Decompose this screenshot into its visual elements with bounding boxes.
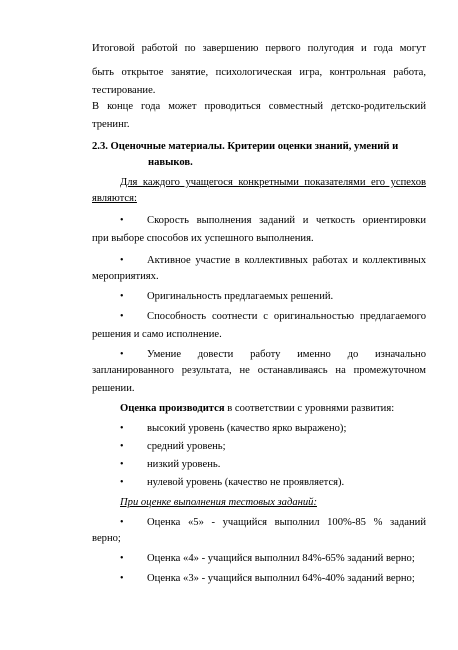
bullet-icon: •: [120, 423, 124, 434]
indicator-1-line-2: при выборе способов их успешного выполнения.: [92, 233, 314, 244]
tests-lead: При оценке выполнения тестовых заданий:: [120, 497, 318, 508]
bullet-icon: •: [120, 311, 124, 322]
test-grade-5-line-2: верно;: [92, 533, 121, 544]
levels-lead-bold: Оценка производится: [120, 403, 225, 414]
indicator-3-line-1: Оригинальность предлагаемых решений.: [147, 291, 334, 302]
levels-lead: [120, 402, 394, 415]
level-1: высокий уровень (качество ярко выражено);: [147, 423, 347, 434]
bullet-icon: •: [120, 441, 124, 452]
bullet-icon: •: [120, 553, 124, 564]
indicator-2-line-2: мероприятиях.: [92, 271, 159, 282]
levels-lead-rest: в соответствии с уровнями развития:: [224, 403, 395, 414]
test-grade-3: Оценка «3» - учащийся выполнил 64%-40% заданий верно;: [147, 573, 415, 584]
indicator-5-line-3: решении.: [92, 383, 135, 394]
indicator-1-line-1: Скорость выполнения заданий и четкость ориентировки: [147, 215, 426, 226]
bullet-icon: •: [120, 573, 124, 584]
indicator-2-line-1: Активное участие в коллективных работах и коллективных: [147, 255, 426, 266]
intro-line-5: тренинг.: [92, 119, 130, 130]
test-grade-5-line-1: Оценка «5» - учащийся выполнил 100%-85 % заданий: [147, 517, 426, 528]
intro-line-1: Итоговой работой по завершению первого полугодия и года могут: [92, 43, 426, 54]
bullet-icon: •: [120, 477, 124, 488]
section-heading-line-1: 2.3. Оценочные материалы. Критерии оценки знаний, умений и: [92, 141, 399, 152]
bullet-icon: •: [120, 349, 124, 360]
bullet-icon: •: [120, 215, 124, 226]
section-heading-line-2: навыков.: [148, 157, 193, 168]
intro-line-2: быть открытое занятие, психологическая игра, контрольная работа,: [92, 67, 426, 78]
indicator-4-line-2: решения и само исполнение.: [92, 329, 222, 340]
intro-line-4: В конце года может проводиться совместный детско-родительский: [92, 101, 426, 112]
indicator-4-line-1: Способность соотнести с оригинальностью предлагаемого: [147, 311, 426, 322]
level-4: нулевой уровень (качество не проявляется).: [147, 477, 345, 488]
indicators-lead-line-1: Для каждого учащегося конкретными показателями его успехов: [120, 177, 426, 188]
indicator-5-line-1: Умение довести работу именно до изначально: [147, 349, 426, 360]
intro-line-3: тестирование.: [92, 85, 156, 96]
bullet-icon: •: [120, 255, 124, 266]
level-3: низкий уровень.: [147, 459, 221, 470]
bullet-icon: •: [120, 459, 124, 470]
bullet-icon: •: [120, 517, 124, 528]
level-2: средний уровень;: [147, 441, 226, 452]
bullet-icon: •: [120, 291, 124, 302]
indicators-lead-line-2: являются:: [92, 193, 137, 204]
indicator-5-line-2: запланированного результата, не останавливаясь на промежуточном: [92, 365, 426, 376]
test-grade-4: Оценка «4» - учащийся выполнил 84%-65% заданий верно;: [147, 553, 415, 564]
